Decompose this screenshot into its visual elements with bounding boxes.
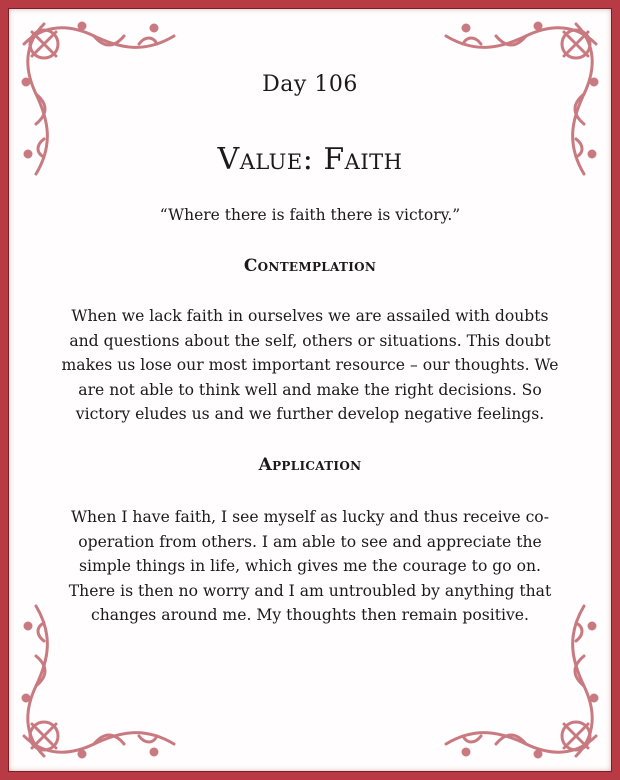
- application-heading: Application: [258, 455, 362, 475]
- day-label: Day 106: [262, 72, 358, 97]
- page-inner: [8, 8, 612, 772]
- contemplation-heading: Contemplation: [243, 256, 377, 276]
- page-content: [8, 8, 612, 772]
- contemplation-text: When we lack faith in ourselves we are assailed with doubts and questions about the self, others or situations. This doubt makes us lose our most important resource – our thoughts. We are not able to think well and make the right decisions. So victory eludes us and we further develop negative feelings.: [61, 307, 559, 423]
- application-text: When I have faith, I see myself as lucky and thus receive co-operation from others. I am able to see and appreciate the simple things in life, which gives me the courage to go on. There is then no worry and I am untroubled by anything that changes around me. My thoughts then remain positive.: [68, 508, 552, 624]
- value-title: Value: Faith: [217, 142, 403, 177]
- quote: “Where there is faith there is victory.”: [159, 206, 461, 224]
